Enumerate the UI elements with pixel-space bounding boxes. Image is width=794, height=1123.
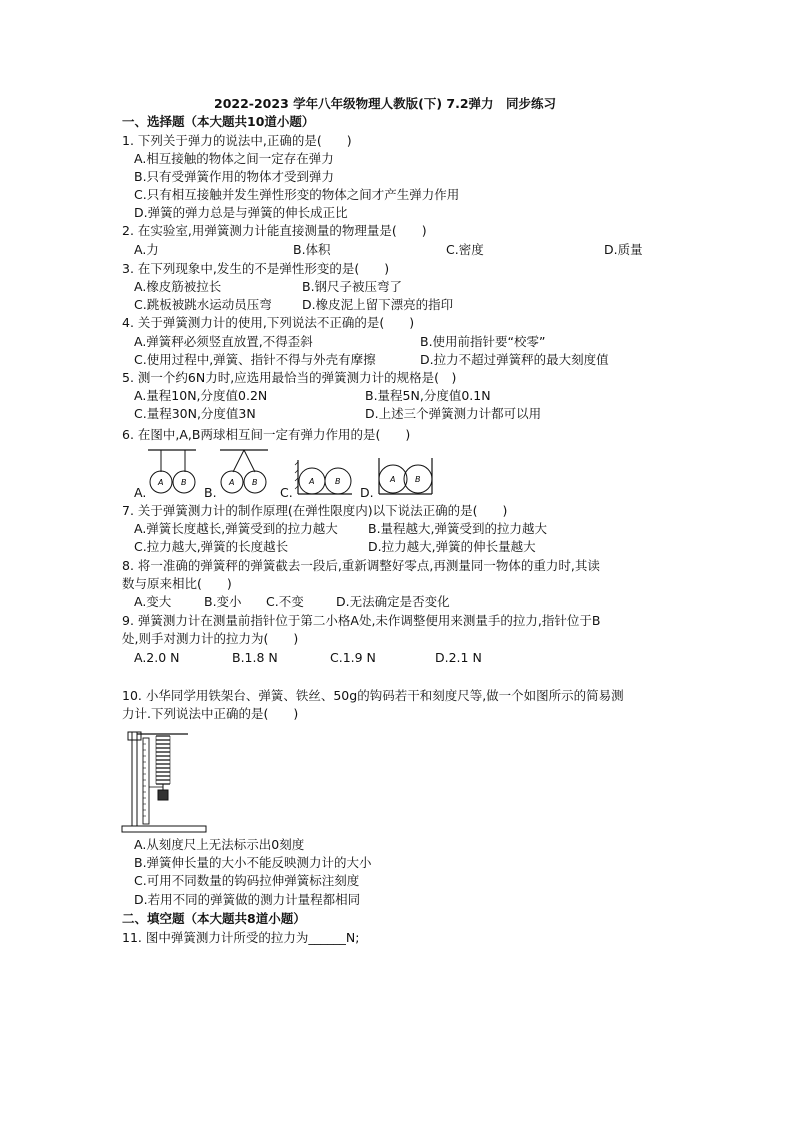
question-1-option-b: B.只有受弹簧作用的物体才受到弹力 bbox=[134, 169, 335, 184]
figure-c-ball-a-label: A bbox=[309, 477, 315, 486]
question-8-option-d: D.无法确定是否变化 bbox=[336, 594, 450, 609]
question-2-option-a: A.力 bbox=[134, 242, 159, 257]
question-10-stem-cont: 力计.下列说法中正确的是( ) bbox=[122, 706, 299, 721]
question-10-stem: 10. 小华同学用铁架台、弹簧、铁丝、50g的钩码若干和刻度尺等,做一个如图所示的简易测 bbox=[122, 688, 624, 703]
question-7-option-a: A.弹簧长度越长,弹簧受到的拉力越大 bbox=[134, 521, 338, 536]
figure-a-ball-b-label: B bbox=[181, 478, 187, 487]
question-8-stem: 8. 将一准确的弹簧秤的弹簧截去一段后,重新调整好零点,再测量同一物体的重力时,其读 bbox=[122, 558, 600, 573]
question-10-option-a: A.从刻度尺上无法标示出0刻度 bbox=[134, 837, 305, 852]
question-8-option-b: B.变小 bbox=[204, 594, 242, 609]
question-2-option-c: C.密度 bbox=[446, 242, 484, 257]
question-4-option-a: A.弹簧秤必须竖直放置,不得歪斜 bbox=[134, 334, 313, 349]
question-6-stem: 6. 在图中,A,B两球相互间一定有弹力作用的是( ) bbox=[122, 427, 411, 442]
figure-a bbox=[148, 450, 196, 493]
question-9-option-b: B.1.8 N bbox=[232, 650, 278, 665]
question-4-option-d: D.拉力不超过弹簧秤的最大刻度值 bbox=[420, 352, 609, 367]
question-8-option-a: A.变大 bbox=[134, 594, 172, 609]
question-9-stem: 9. 弹簧测力计在测量前指针位于第二小格A处,未作调整便用来测量手的拉力,指针位于B bbox=[122, 613, 601, 628]
question-6-figures bbox=[140, 446, 440, 498]
question-10-option-d: D.若用不同的弹簧做的测力计量程都相同 bbox=[134, 892, 361, 907]
question-6-option-c: C. bbox=[280, 485, 293, 500]
question-6-option-a: A. bbox=[134, 485, 147, 500]
question-3-stem: 3. 在下列现象中,发生的不是弹性形变的是( ) bbox=[122, 261, 390, 276]
question-4-option-c: C.使用过程中,弹簧、指针不得与外壳有摩擦 bbox=[134, 352, 376, 367]
question-8-stem-cont: 数与原来相比( ) bbox=[122, 576, 232, 591]
question-3-option-b: B.钢尺子被压弯了 bbox=[302, 279, 403, 294]
question-1-option-d: D.弹簧的弹力总是与弹簧的伸长成正比 bbox=[134, 205, 348, 220]
question-5-stem: 5. 测一个约6N力时,应选用最恰当的弹簧测力计的规格是( ) bbox=[122, 370, 457, 385]
question-3-option-d: D.橡皮泥上留下漂亮的指印 bbox=[302, 297, 454, 312]
figure-b bbox=[220, 450, 268, 493]
section-fill-heading: 二、填空题（本大题共8道小题） bbox=[122, 911, 306, 926]
question-2-stem: 2. 在实验室,用弹簧测力计能直接测量的物理量是( ) bbox=[122, 223, 427, 238]
question-5-option-b: B.量程5N,分度值0.1N bbox=[365, 388, 491, 403]
section-choice-heading: 一、选择题（本大题共10道小题） bbox=[122, 114, 315, 129]
question-2-option-b: B.体积 bbox=[293, 242, 331, 257]
figure-d-ball-a-label: A bbox=[390, 475, 396, 484]
question-9-option-d: D.2.1 N bbox=[435, 650, 482, 665]
question-9-option-c: C.1.9 N bbox=[330, 650, 376, 665]
question-10-spring-stand-figure bbox=[120, 724, 210, 836]
question-10-option-b: B.弹簧伸长量的大小不能反映测力计的大小 bbox=[134, 855, 372, 870]
question-10-option-c: C.可用不同数量的钩码拉伸弹簧标注刻度 bbox=[134, 873, 360, 888]
question-1-option-c: C.只有相互接触并发生弹性形变的物体之间才产生弹力作用 bbox=[134, 187, 460, 202]
question-6-option-d: D. bbox=[360, 485, 374, 500]
question-3-option-a: A.橡皮筋被拉长 bbox=[134, 279, 222, 294]
question-9-option-a: A.2.0 N bbox=[134, 650, 180, 665]
question-6-option-b: B. bbox=[204, 485, 217, 500]
question-7-option-d: D.拉力越大,弹簧的伸长量越大 bbox=[368, 539, 536, 554]
figure-c bbox=[295, 460, 352, 494]
question-4-stem: 4. 关于弹簧测力计的使用,下列说法不正确的是( ) bbox=[122, 315, 415, 330]
question-7-stem: 7. 关于弹簧测力计的制作原理(在弹性限度内)以下说法正确的是( ) bbox=[122, 503, 508, 518]
question-5-option-c: C.量程30N,分度值3N bbox=[134, 406, 256, 421]
question-9-stem-cont: 处,则手对测力计的拉力为( ) bbox=[122, 631, 299, 646]
question-4-option-b: B.使用前指针要“校零” bbox=[420, 334, 546, 349]
figure-d bbox=[379, 458, 432, 494]
figure-a-ball-a-label: A bbox=[158, 478, 164, 487]
question-3-option-c: C.跳板被跳水运动员压弯 bbox=[134, 297, 272, 312]
question-11-stem: 11. 图中弹簧测力计所受的拉力为______N; bbox=[122, 930, 360, 945]
question-5-option-d: D.上述三个弹簧测力计都可以用 bbox=[365, 406, 542, 421]
figure-c-ball-b-label: B bbox=[335, 477, 341, 486]
question-1-stem: 1. 下列关于弹力的说法中,正确的是( ) bbox=[122, 133, 352, 148]
figure-d-ball-b-label: B bbox=[415, 475, 421, 484]
page-title: 2022-2023 学年八年级物理人教版(下) 7.2弹力 同步练习 bbox=[214, 96, 557, 111]
figure-b-ball-b-label: B bbox=[252, 478, 258, 487]
question-8-option-c: C.不变 bbox=[266, 594, 304, 609]
question-7-option-b: B.量程越大,弹簧受到的拉力越大 bbox=[368, 521, 548, 536]
figure-b-ball-a-label: A bbox=[229, 478, 235, 487]
question-2-option-d: D.质量 bbox=[604, 242, 643, 257]
question-7-option-c: C.拉力越大,弹簧的长度越长 bbox=[134, 539, 289, 554]
question-1-option-a: A.相互接触的物体之间一定存在弹力 bbox=[134, 151, 334, 166]
question-5-option-a: A.量程10N,分度值0.2N bbox=[134, 388, 268, 403]
